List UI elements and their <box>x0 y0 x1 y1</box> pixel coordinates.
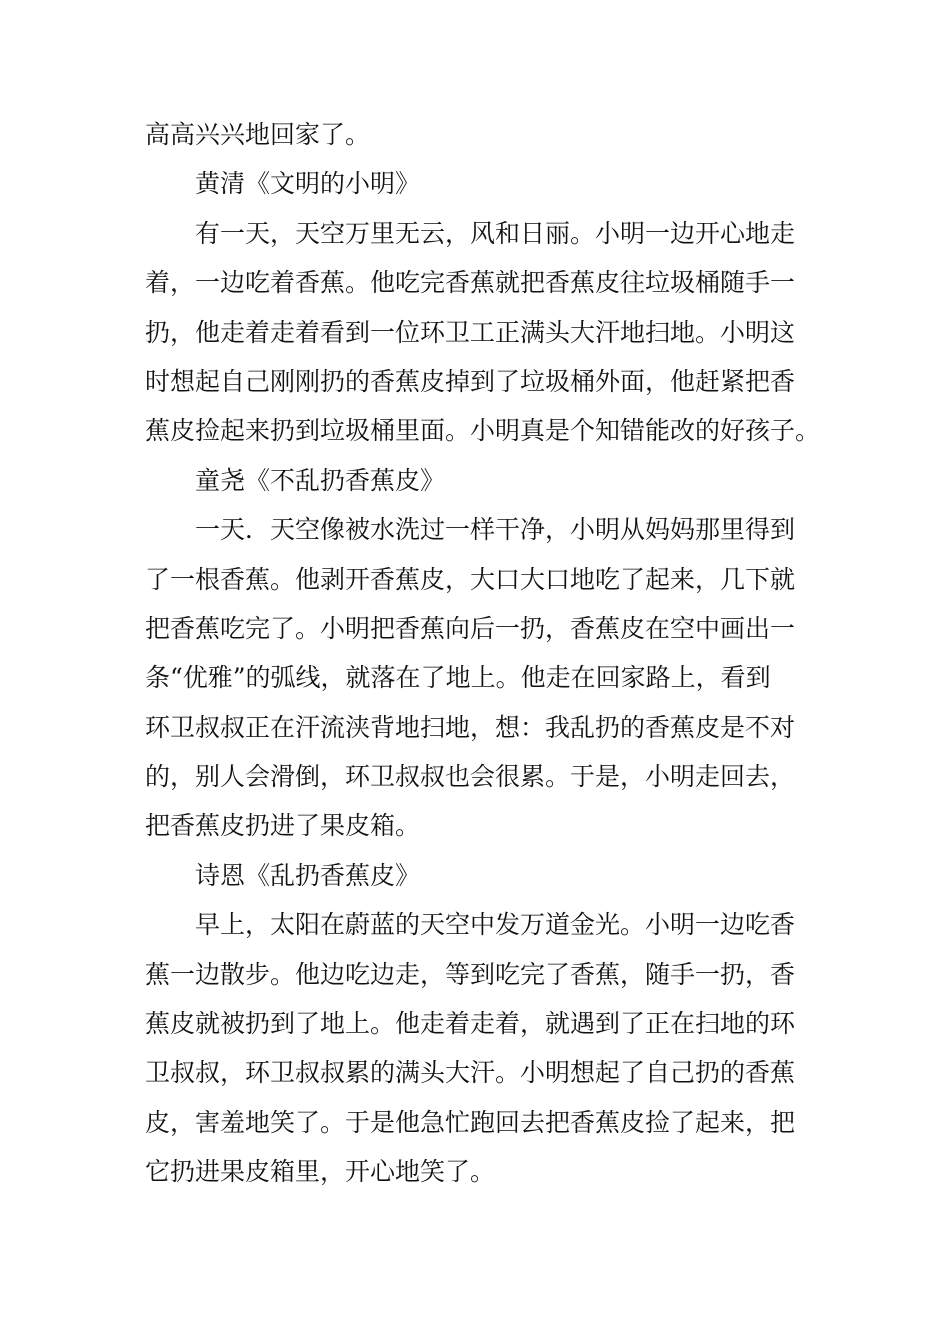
text-line-11: 把香蕉吃完了。小明把香蕉向后一扔，香蕉皮在空中画出一 <box>145 613 796 643</box>
text-line-20: 卫叔叔，环卫叔叔累的满头大汗。小明想起了自己扔的香蕉 <box>145 1058 796 1088</box>
text-line-18: 蕉一边散步。他边吃边走，等到吃完了香蕉，随手一扔，香 <box>145 959 796 989</box>
text-line-10: 了一根香蕉。他剥开香蕉皮，大口大口地吃了起来，几下就 <box>145 564 796 594</box>
story-title-huangqing: 黄清《文明的小明》 <box>195 169 421 199</box>
text-line-15: 把香蕉皮扔进了果皮箱。 <box>145 811 421 841</box>
text-line-17: 早上，太阳在蔚蓝的天空中发万道金光。小明一边吃香 <box>195 910 796 940</box>
text-line-21: 皮，害羞地笑了。于是他急忙跑回去把香蕉皮捡了起来，把 <box>145 1107 796 1137</box>
text-line-6: 时想起自己刚刚扔的香蕉皮掉到了垃圾桶外面，他赶紧把香 <box>145 366 796 396</box>
text-line-22: 它扔进果皮箱里，开心地笑了。 <box>145 1157 496 1187</box>
text-line-7: 蕉皮捡起来扔到垃圾桶里面。小明真是个知错能改的好孩子。 <box>145 416 821 446</box>
text-line-14: 的，别人会滑倒，环卫叔叔也会很累。于是，小明走回去， <box>145 762 796 792</box>
story-title-tongyao: 童尧《不乱扔香蕉皮》 <box>195 465 446 495</box>
text-line-13: 环卫叔叔正在汗流浃背地扫地，想：我乱扔的香蕉皮是不对 <box>145 712 796 742</box>
text-line-19: 蕉皮就被扔到了地上。他走着走着，就遇到了正在扫地的环 <box>145 1009 796 1039</box>
text-line-5: 扔，他走着走着看到一位环卫工正满头大汗地扫地。小明这 <box>145 317 796 347</box>
text-line-12: 条“优雅”的弧线，就落在了地上。他走在回家路上，看到 <box>145 663 771 693</box>
story-title-shien: 诗恩《乱扔香蕉皮》 <box>195 860 421 890</box>
text-line-1: 高高兴兴地回家了。 <box>145 120 371 149</box>
text-line-9: 一天．天空像被水洗过一样干净，小明从妈妈那里得到 <box>195 515 796 545</box>
text-line-4: 着，一边吃着香蕉。他吃完香蕉就把香蕉皮往垃圾桶随手一 <box>145 268 796 298</box>
text-line-3: 有一天，天空万里无云，风和日丽。小明一边开心地走 <box>195 218 796 248</box>
document-page <box>145 110 821 1197</box>
